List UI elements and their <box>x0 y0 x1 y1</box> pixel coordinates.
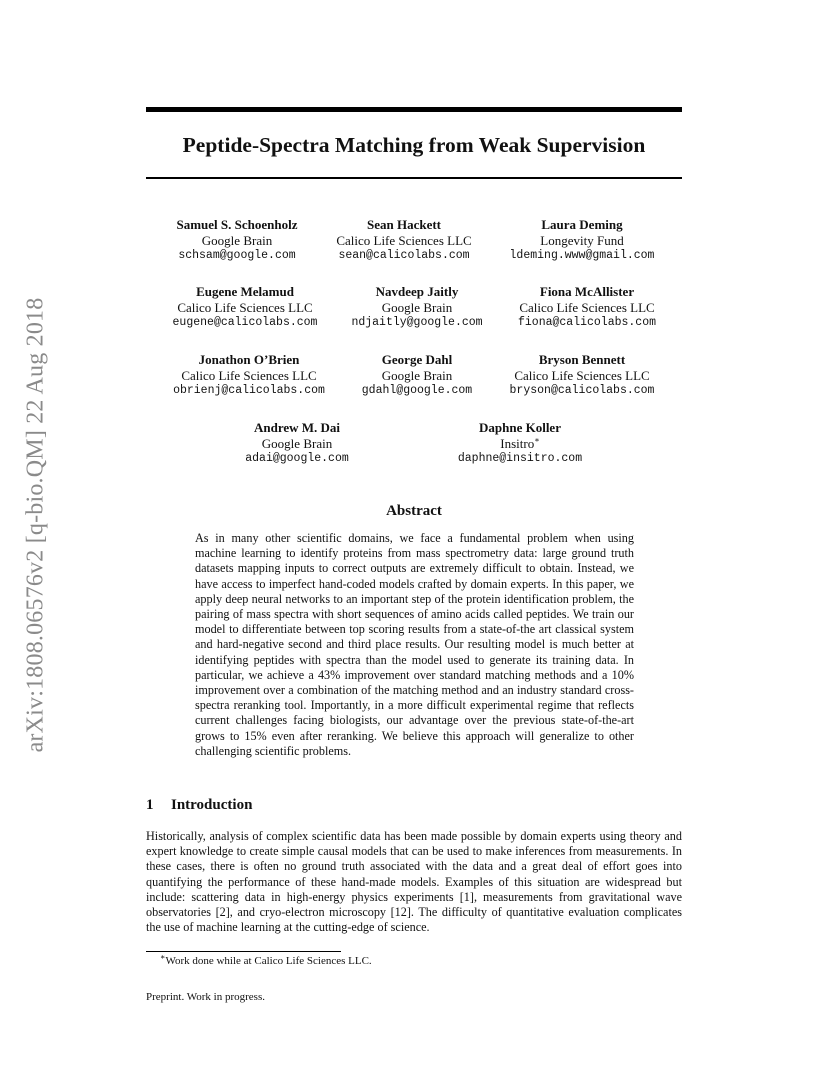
author-name: Laura Deming <box>541 217 623 232</box>
author-email: obrienj@calicolabs.com <box>173 384 325 397</box>
author-block <box>410 420 630 467</box>
author-email: eugene@calicolabs.com <box>172 316 318 329</box>
arxiv-identifier-stamp <box>18 260 54 790</box>
preprint-notice: Preprint. Work in progress. <box>146 991 265 1003</box>
paper-title: Peptide-Spectra Matching from Weak Supervision <box>182 133 646 157</box>
author-block <box>187 420 407 467</box>
author-name: Jonathon O’Brien <box>198 352 300 367</box>
footnote-mark: ∗ <box>534 435 540 445</box>
footnote-rule <box>146 951 341 952</box>
abstract-text: As in many other scientific domains, we face a fundamental problem when using machine learning to identify proteins from mass spectrometry data: large ground truth datasets mapping inputs to correct outputs are extremely difficult to obtain. Instead, we have access to imperfect hand-coded models crafted by domain experts. In this paper, we apply deep neural networks to an important step of the protein identification problem, the pairing of mass spectra with short sequences of amino acids called peptides. We train our model to differentiate between top scoring results from a state-of-the art classical system and hard-negative second and third place results. Our resulting model is much better at identifying peptides with spectra than the model used to generate its training data. In particular, we achieve a 43% improvement over standard matching methods and a 10% improvement over a combination of the matching method and an industry standard cross-spectra reranking tool. Importantly, in a more difficult experimental regime that reflects current challenges facing biologists, our advantage over the previous state-of-the-art grows to 15% even after reranking. We believe this approach will generalize to other challenging scientific problems. <box>195 531 634 758</box>
section-title: Introduction <box>171 797 253 813</box>
title-top-rule <box>146 107 682 112</box>
author-affiliation: Longevity Fund <box>540 232 624 248</box>
author-affiliation: Calico Life Sciences LLC <box>336 232 472 248</box>
author-name: Navdeep Jaitly <box>375 284 459 299</box>
author-affiliation: Calico Life Sciences LLC <box>177 299 313 315</box>
author-email: daphne@insitro.com <box>457 452 583 465</box>
author-affiliation: Calico Life Sciences LLC <box>181 367 317 383</box>
author-block <box>472 217 692 264</box>
author-email: fiona@calicolabs.com <box>517 316 657 329</box>
author-affiliation: Google Brain <box>381 299 453 315</box>
author-name: Eugene Melamud <box>196 284 294 299</box>
title-bottom-rule <box>146 177 682 179</box>
author-email: adai@google.com <box>245 452 349 465</box>
author-affiliation-text: Insitro <box>500 435 535 451</box>
author-email: gdahl@google.com <box>361 384 473 397</box>
author-name: Bryson Bennett <box>538 352 626 367</box>
author-name: Sean Hackett <box>366 217 442 232</box>
footnote <box>160 952 372 968</box>
section-number: 1 <box>146 797 154 813</box>
author-affiliation: Calico Life Sciences LLC <box>519 299 655 315</box>
author-affiliation: Google Brain <box>381 367 453 383</box>
abstract-heading: Abstract <box>386 503 442 519</box>
author-name: Samuel S. Schoenholz <box>176 217 298 232</box>
author-email: ndjaitly@google.com <box>351 316 483 329</box>
author-block <box>477 284 697 331</box>
author-email: sean@calicolabs.com <box>338 249 470 262</box>
author-email: bryson@calicolabs.com <box>509 384 655 397</box>
introduction-text: Historically, analysis of complex scientific data has been made possible by domain experts using theory and expert knowledge to create simple causal models that can be used to make inferences from measurements. In these cases, there is often no ground truth associated with the data and a great deal of effort goes into quantifying the performance of these hand-made models. Examples of this situation are widespread but include: scattering data in high-energy physics experiments [1], measurements from gravitational wave observatories [2], and cryo-electron microscopy [12]. The difficulty of quantitative evaluation complicates the use of machine learning at the cutting-edge of science. <box>146 829 682 935</box>
author-affiliation <box>410 436 630 452</box>
author-affiliation: Google Brain <box>261 435 333 451</box>
author-name: Fiona McAllister <box>539 284 635 299</box>
section-heading <box>146 797 252 814</box>
author-name: George Dahl <box>381 352 453 367</box>
author-email: ldeming.www@gmail.com <box>509 249 655 262</box>
author-block <box>472 352 692 399</box>
author-name: Daphne Koller <box>479 420 561 435</box>
author-name: Andrew M. Dai <box>253 420 341 435</box>
footnote-mark: ∗ <box>160 952 166 962</box>
author-affiliation: Google Brain <box>201 232 273 248</box>
author-email: schsam@google.com <box>178 249 296 262</box>
arxiv-identifier-text: arXiv:1808.06576v2 [q-bio.QM] 22 Aug 2018 <box>22 297 49 753</box>
footnote-text: Work done while at Calico Life Sciences LLC. <box>165 955 372 967</box>
author-affiliation: Calico Life Sciences LLC <box>514 367 650 383</box>
